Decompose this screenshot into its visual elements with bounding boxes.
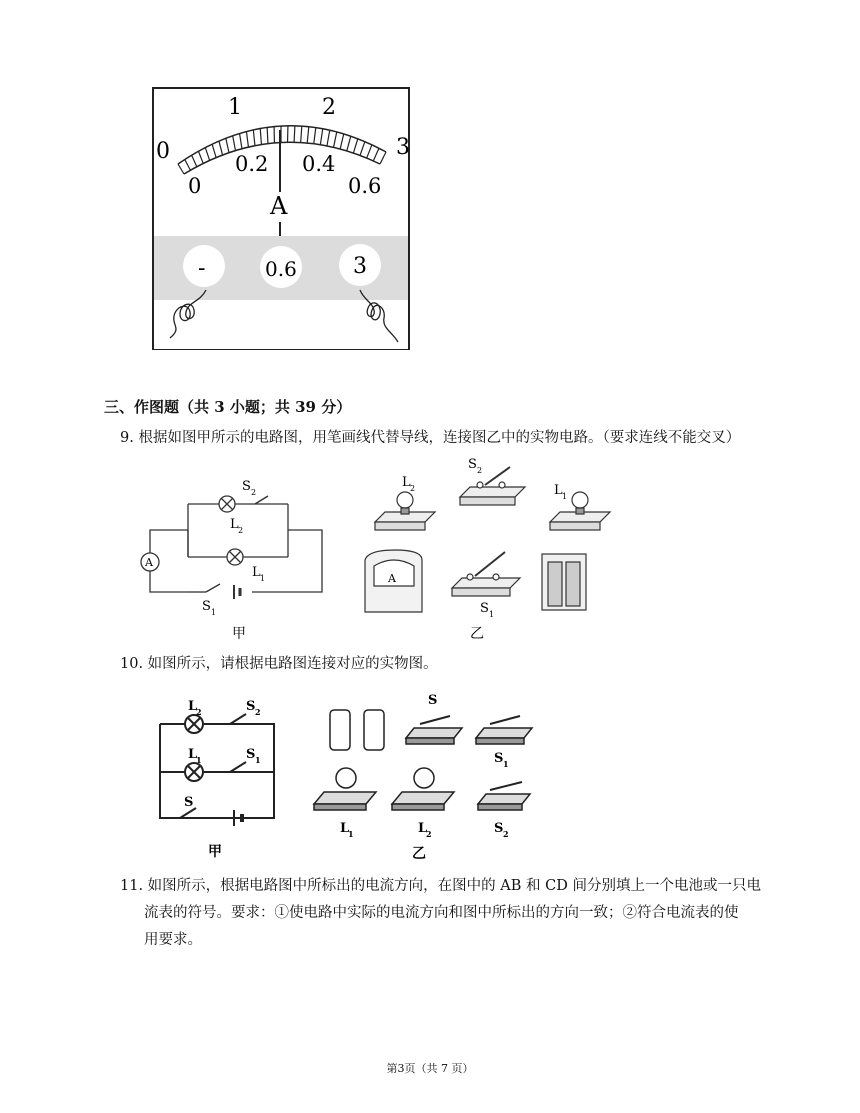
svg-text:2: 2 [426,829,432,839]
q10-caption-jia: 甲 [208,844,222,860]
q9-caption-yi: 乙 [470,626,484,642]
question-11-line-3: 用要求。 [144,932,202,948]
svg-text:1: 1 [196,755,202,765]
svg-text:S: S [494,821,504,836]
svg-text:L: L [252,565,261,580]
svg-text:S: S [246,747,256,762]
svg-text:2: 2 [477,466,483,475]
svg-text:S: S [246,699,256,714]
svg-text:-: - [198,256,206,281]
question-11-line-1: 11. 如图所示，根据电路图中所标出的电流方向，在图中的 AB 和 CD 间分别填上一个电池或一只电 [120,878,761,894]
upper-scale-0: 0 [156,139,170,164]
q9-caption-jia: 甲 [232,626,246,642]
question-9-text: 9. 根据如图甲所示的电路图，用笔画线代替导线，连接图乙中的实物电路。（要求连线不能交叉） [120,430,741,446]
svg-text:2: 2 [238,526,244,535]
svg-text:2: 2 [251,488,257,497]
svg-text:1: 1 [211,608,217,617]
svg-text:2: 2 [196,707,202,717]
svg-text:0.6: 0.6 [265,257,297,281]
svg-text:L: L [188,747,198,762]
upper-scale-1: 1 [228,95,242,120]
q10-caption-yi: 乙 [412,846,426,862]
q10-figure [150,686,540,866]
svg-text:1: 1 [255,755,261,765]
scale-tick [294,126,295,143]
svg-text:S: S [480,601,489,616]
svg-text:L: L [340,821,350,836]
unit-label: A [270,192,288,220]
ammeter-figure [140,80,430,350]
q9-figure [130,452,620,648]
q10-circuit-jia [160,714,274,826]
lower-scale-06: 0.6 [348,174,382,198]
svg-text:1: 1 [503,759,509,769]
svg-text:S: S [468,457,477,472]
svg-text:S: S [242,479,251,494]
question-10-text: 10. 如图所示，请根据电路图连接对应的实物图。 [120,656,438,672]
svg-text:L: L [188,699,198,714]
svg-text:3: 3 [353,254,367,279]
lower-scale-02: 0.2 [235,152,269,176]
upper-scale-3: 3 [396,135,410,160]
section-title: 三、作图题（共 3 小题；共 39 分） [104,398,352,416]
svg-text:2: 2 [503,829,509,839]
lower-scale-04: 0.4 [302,152,336,176]
q9-jia-meter-label: A [145,556,153,569]
svg-text:S: S [428,693,438,708]
svg-text:1: 1 [348,829,354,839]
svg-text:1: 1 [489,610,495,619]
svg-text:1: 1 [562,492,568,501]
upper-scale-2: 2 [322,95,336,120]
svg-text:S: S [494,751,504,766]
scale-tick [267,127,268,143]
q9-circuit-jia [141,496,322,599]
svg-text:2: 2 [255,707,261,717]
svg-text:L: L [554,483,563,498]
page-footer: 第3页（共 7 页） [386,1062,474,1075]
svg-text:S: S [202,599,211,614]
svg-text:L: L [402,475,411,490]
svg-text:L: L [230,517,239,532]
svg-text:2: 2 [410,484,416,493]
question-11-line-2: 流表的符号。要求：①使电路中实际的电流方向和图中所标出的方向一致；②符合电流表的使 [144,905,739,921]
svg-text:1: 1 [260,574,266,583]
svg-text:S: S [184,795,194,810]
svg-text:A: A [388,572,396,585]
lower-scale-0: 0 [188,174,202,198]
svg-text:L: L [418,821,428,836]
